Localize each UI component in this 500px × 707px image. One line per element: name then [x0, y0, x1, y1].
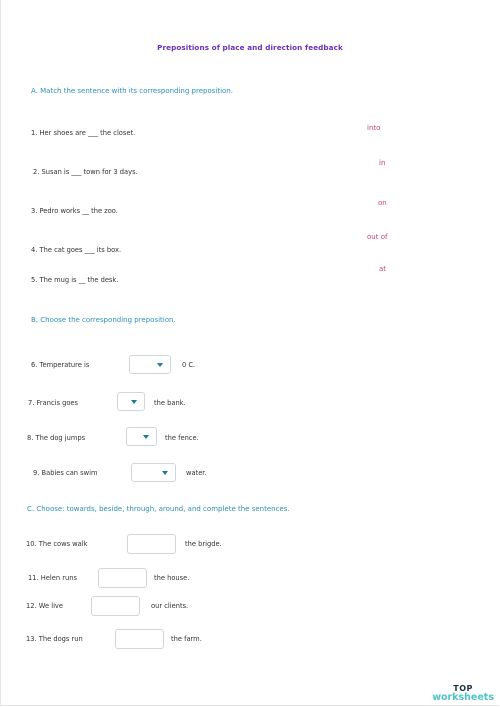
question-12-input[interactable] [91, 596, 140, 616]
chevron-down-icon [131, 400, 137, 404]
question-6-text: 6. Temperature is [31, 361, 90, 369]
logo-bottom-text: worksheets [432, 692, 494, 703]
question-8-after: the fence. [165, 434, 199, 442]
match-option-into[interactable]: into [367, 124, 381, 132]
question-7-after: the bank. [154, 399, 186, 407]
sentence-2: 2. Susan is ___ town for 3 days. [33, 168, 138, 176]
question-12-after: our clients. [151, 602, 189, 610]
match-option-at[interactable]: at [379, 265, 387, 273]
question-8-dropdown[interactable] [126, 427, 157, 446]
match-option-out-of[interactable]: out of [367, 233, 388, 241]
question-11-input[interactable] [98, 568, 147, 588]
section-c-heading: C. Choose: towards, beside, through, around, and complete the sentences. [27, 505, 290, 513]
question-7-dropdown[interactable] [117, 392, 145, 411]
question-6-dropdown[interactable] [129, 355, 171, 374]
question-13-input[interactable] [115, 629, 164, 649]
question-11-text: 11. Helen runs [28, 574, 77, 582]
sentence-5: 5. The mug is __ the desk. [31, 276, 119, 284]
question-9-text: 9. Babies can swim [33, 469, 98, 477]
section-a-heading: A. Match the sentence with its corresponding preposition. [31, 87, 233, 95]
chevron-down-icon [143, 435, 149, 439]
sentence-4: 4. The cat goes ___ its box. [31, 246, 122, 254]
page-title: Prepositions of place and direction feedback [157, 43, 343, 52]
question-11-after: the house. [154, 574, 190, 582]
section-b-heading: B. Choose the corresponding preposition. [31, 316, 176, 324]
question-9-dropdown[interactable] [131, 463, 176, 482]
match-option-on[interactable]: on [378, 199, 387, 207]
topworksheets-logo [432, 684, 494, 702]
sentence-1: 1. Her shoes are ___ the closet. [31, 129, 136, 137]
chevron-down-icon [157, 363, 163, 367]
question-9-after: water. [186, 469, 207, 477]
question-10-input[interactable] [127, 534, 176, 554]
question-13-after: the farm. [171, 635, 202, 643]
chevron-down-icon [162, 471, 168, 475]
match-option-in[interactable]: in [379, 159, 386, 167]
question-10-text: 10. The cows walk [26, 540, 88, 548]
question-12-text: 12. We live [26, 602, 64, 610]
sentence-3: 3. Pedro works __ the zoo. [31, 207, 118, 215]
question-7-text: 7. Francis goes [28, 399, 79, 407]
question-6-after: 0 C. [182, 361, 196, 369]
question-13-text: 13. The dogs run [26, 635, 83, 643]
question-10-after: the brigde. [185, 540, 222, 548]
question-8-text: 8. The dog jumps [27, 434, 86, 442]
logo-top-text: TOP [453, 684, 473, 693]
